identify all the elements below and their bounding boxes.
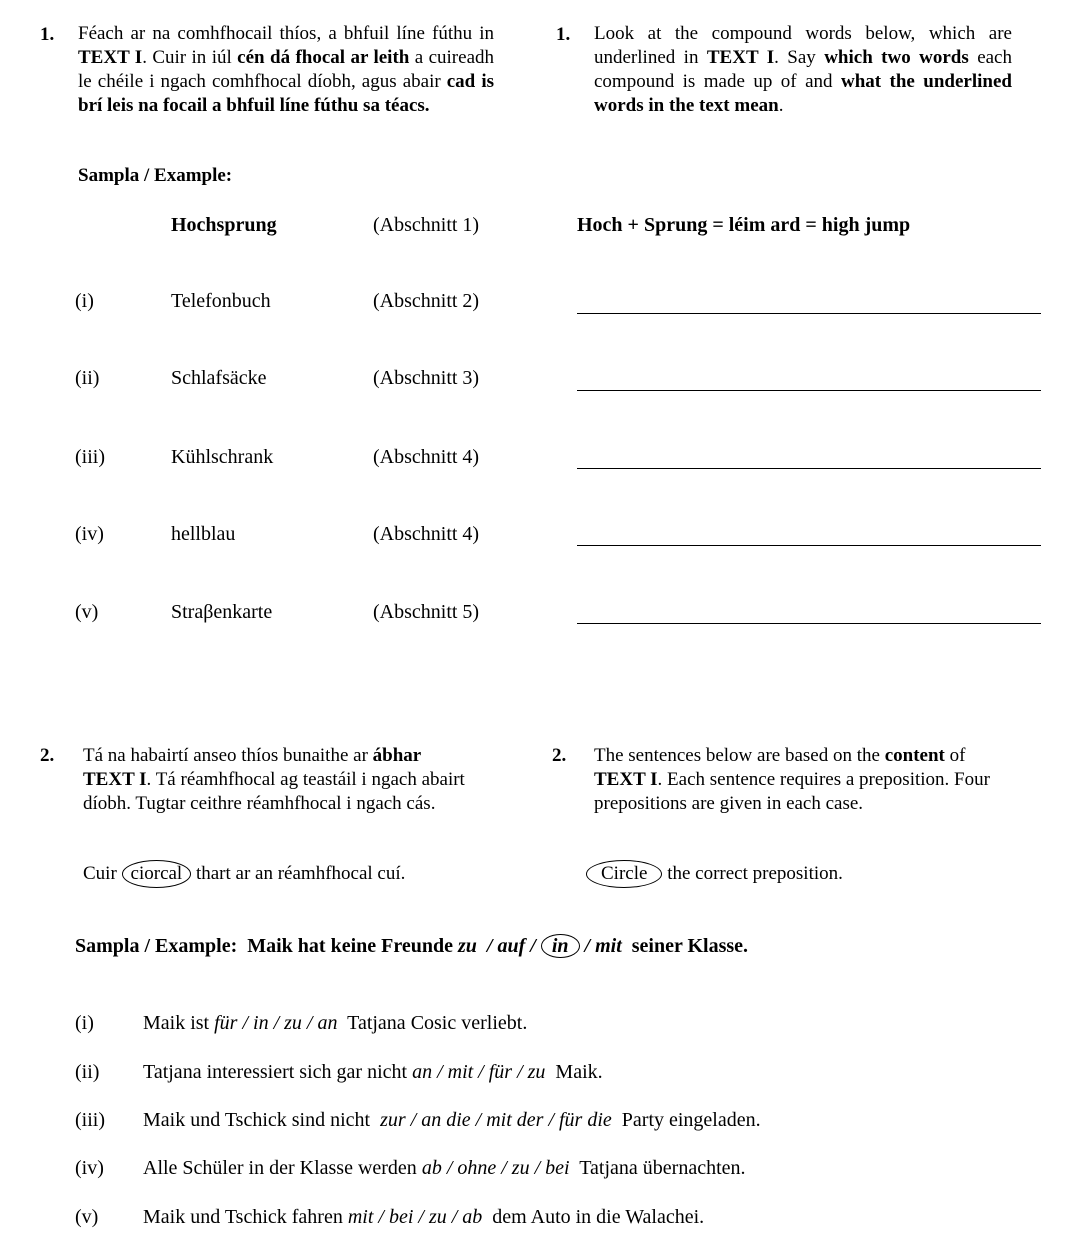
q1-english-bold-1: TEXT I bbox=[706, 47, 775, 68]
q1-item-word: Kühlschrank bbox=[171, 446, 274, 468]
q1-answer-line[interactable] bbox=[577, 468, 1041, 469]
q2-sentence-label: (v) bbox=[75, 1206, 99, 1228]
q1-example-section: (Abschnitt 1) bbox=[373, 214, 480, 236]
q2-sentence-options[interactable]: an / mit / für / zu bbox=[412, 1061, 546, 1083]
q1-number-english: 1. bbox=[556, 24, 571, 45]
q1-example-word: Hochsprung bbox=[171, 214, 277, 236]
q2-instruction-irish bbox=[83, 860, 405, 888]
q1-item-section: (Abschnitt 5) bbox=[373, 601, 480, 623]
q1-irish-text-2: . Cuir in iúl bbox=[142, 47, 238, 68]
q2-sentence-post: Party eingeladen. bbox=[611, 1109, 761, 1131]
q1-item-word: Schlafsäcke bbox=[171, 367, 267, 389]
q1-item-label: (ii) bbox=[75, 367, 100, 389]
q2-irish-bold-1: ábhar bbox=[372, 745, 422, 766]
q1-english-bold-2: which two words bbox=[824, 47, 969, 68]
q2-instr-english-post: the correct preposition. bbox=[662, 863, 843, 884]
q1-answer-line[interactable] bbox=[577, 390, 1041, 391]
q2-example-option: auf bbox=[497, 935, 526, 957]
q2-sentence-options[interactable]: zur / an die / mit der / für die bbox=[380, 1109, 612, 1131]
q2-sentence-options[interactable]: für / in / zu / an bbox=[214, 1012, 338, 1034]
q1-item-section: (Abschnitt 2) bbox=[373, 290, 480, 312]
q1-irish-bold-3: cad is brí leis na focail a bhfuil líne fúthu sa téacs. bbox=[78, 71, 494, 116]
q2-sentence-pre: Maik und Tschick sind nicht bbox=[143, 1109, 381, 1131]
q1-english-text-1: Look at the compound words below, which are underlined in bbox=[594, 23, 1012, 68]
q2-sentence-pre: Maik und Tschick fahren bbox=[143, 1206, 348, 1228]
q2-sentence-pre: Maik ist bbox=[143, 1012, 215, 1034]
q2-sentence bbox=[75, 1109, 761, 1132]
q1-english-text-4: . bbox=[778, 95, 784, 116]
q1-english-text-2: . Say bbox=[774, 47, 825, 68]
q2-english-text-1: The sentences below are based on the bbox=[594, 745, 885, 766]
q2-sentence-label: (iii) bbox=[75, 1109, 105, 1131]
q1-item-word: Straβenkarte bbox=[171, 601, 273, 623]
q2-number-irish: 2. bbox=[40, 745, 55, 766]
q2-sentence bbox=[75, 1012, 527, 1035]
q2-sentence bbox=[75, 1061, 603, 1084]
q1-item-section: (Abschnitt 4) bbox=[373, 523, 480, 545]
q2-sentence-label: (i) bbox=[75, 1012, 94, 1034]
q2-example-post: seiner Klasse. bbox=[621, 935, 749, 957]
q1-english-text-3: each compound is made up of and bbox=[594, 47, 1012, 92]
q2-example-pre: Maik hat keine Freunde bbox=[237, 935, 459, 957]
q2-sentence-options[interactable]: mit / bei / zu / ab bbox=[347, 1206, 483, 1228]
q1-instructions-english bbox=[594, 22, 1012, 118]
q2-sentence-post: Tatjana übernachten. bbox=[569, 1157, 746, 1179]
q2-english-text-3: . Each sentence requires a preposition. Four prepositions are given in each case. bbox=[594, 769, 990, 814]
q1-irish-text-1: Féach ar na comhfhocail thíos, a bhfuil líne fúthu in bbox=[78, 23, 494, 44]
q2-instruction-english bbox=[586, 860, 843, 888]
q2-irish-text-1: Tá na habairtí anseo thíos bunaithe ar bbox=[83, 745, 373, 766]
q2-instructions-english bbox=[594, 744, 994, 816]
q2-example-label: Sampla / Example: bbox=[75, 935, 238, 957]
q1-item-word: hellblau bbox=[171, 523, 236, 545]
q2-example-circled-option: in bbox=[541, 934, 580, 958]
q2-sentence-pre: Tatjana interessiert sich gar nicht bbox=[143, 1061, 413, 1083]
q1-irish-text-3: a cuireadh le chéile i ngach comhfhocal díobh, agus abair bbox=[78, 47, 494, 92]
q1-item-label: (iii) bbox=[75, 446, 105, 468]
q2-instr-irish-pre: Cuir bbox=[83, 863, 122, 884]
q1-irish-bold-1: TEXT I bbox=[78, 47, 143, 68]
q2-irish-bold-2: TEXT I bbox=[83, 769, 147, 790]
q2-english-text-2: of bbox=[944, 745, 966, 766]
q1-item-section: (Abschnitt 3) bbox=[373, 367, 480, 389]
q1-item-label: (v) bbox=[75, 601, 99, 623]
q2-example-separator: / bbox=[579, 935, 596, 957]
q2-sentence-pre: Alle Schüler in der Klasse werden bbox=[143, 1157, 422, 1179]
q2-number-english: 2. bbox=[552, 745, 567, 766]
q2-instr-english-circled-word: Circle bbox=[586, 860, 662, 888]
q1-irish-bold-2: cén dá fhocal ar leith bbox=[237, 47, 410, 68]
q2-example-option: zu bbox=[458, 935, 477, 957]
q1-example-answer: Hoch + Sprung = léim ard = high jump bbox=[577, 214, 911, 236]
q2-english-bold-1: content bbox=[884, 745, 945, 766]
q1-number-irish: 1. bbox=[40, 24, 55, 45]
q2-sentence bbox=[75, 1157, 746, 1180]
q1-item-section: (Abschnitt 4) bbox=[373, 446, 480, 468]
q2-instr-irish-circled-word: ciorcal bbox=[122, 860, 192, 888]
q2-english-bold-2: TEXT I bbox=[594, 769, 658, 790]
q2-sentence-label: (iv) bbox=[75, 1157, 104, 1179]
q2-example bbox=[75, 934, 748, 958]
q2-sentence-post: Maik. bbox=[545, 1061, 603, 1083]
q2-sentence-options[interactable]: ab / ohne / zu / bei bbox=[421, 1157, 570, 1179]
q1-example-label: Sampla / Example: bbox=[78, 165, 233, 186]
q2-instructions-irish bbox=[83, 744, 513, 816]
q2-irish-text-2: . Tá réamhfhocal ag teastáil i ngach abairt díobh. Tugtar ceithre réamhfhocal i ngach cás. bbox=[83, 769, 465, 814]
q1-item-label: (i) bbox=[75, 290, 94, 312]
q2-sentence-label: (ii) bbox=[75, 1061, 100, 1083]
q2-sentence bbox=[75, 1206, 704, 1229]
q2-instr-irish-post: thart ar an réamhfhocal cuí. bbox=[191, 863, 406, 884]
q2-example-separator: / bbox=[476, 935, 498, 957]
q1-item-word: Telefonbuch bbox=[171, 290, 271, 312]
q1-instructions-irish bbox=[78, 22, 494, 118]
q2-example-separator: / bbox=[525, 935, 541, 957]
q2-sentence-post: dem Auto in die Walachei. bbox=[482, 1206, 705, 1228]
q2-example-option: mit bbox=[595, 935, 622, 957]
q1-answer-line[interactable] bbox=[577, 313, 1041, 314]
q1-item-label: (iv) bbox=[75, 523, 104, 545]
q1-answer-line[interactable] bbox=[577, 545, 1041, 546]
q1-answer-line[interactable] bbox=[577, 623, 1041, 624]
q1-english-bold-3: what the underlined words in the text mean bbox=[594, 71, 1012, 116]
q2-sentence-post: Tatjana Cosic verliebt. bbox=[337, 1012, 528, 1034]
